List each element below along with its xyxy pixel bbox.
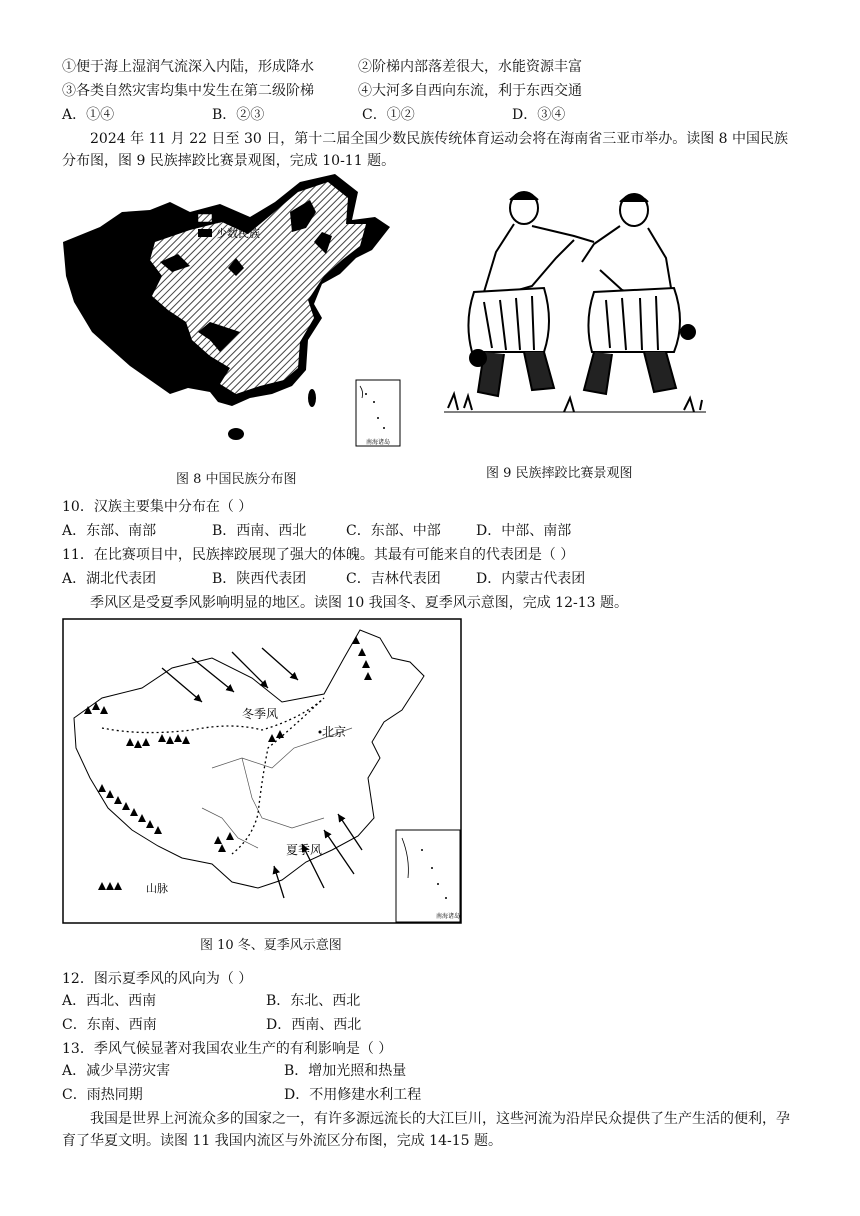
beijing-label: 北京 <box>322 725 347 739</box>
question-11-options <box>62 568 802 590</box>
q10-option-d[interactable]: D．中部、南部 <box>476 523 572 539</box>
q11-option-a[interactable]: A．湖北代表团 <box>62 571 157 587</box>
figure-9-wrestling-illustration <box>444 182 706 418</box>
q10-option-b[interactable]: B．西南、西北 <box>212 523 307 539</box>
q12-option-a[interactable]: A．西北、西南 <box>62 993 157 1009</box>
mountain-legend-label: 山脉 <box>146 882 168 895</box>
hainan-island <box>228 428 244 440</box>
south-china-sea-inset <box>396 830 460 922</box>
mountain-legend-symbol <box>98 882 122 890</box>
statement-3: ③各类自然灾害均集中发生在第二级阶梯 <box>62 83 314 99</box>
figure-8-caption: 图 8 中国民族分布图 <box>176 472 297 487</box>
q12-option-c[interactable]: C．东南、西南 <box>62 1017 157 1033</box>
question-12-options-row-1 <box>62 990 802 1012</box>
question-13-options-row-1 <box>62 1060 802 1082</box>
question-13-stem: 13．季风气候显著对我国农业生产的有利影响是（ ） <box>62 1041 393 1057</box>
figure-10-caption: 图 10 冬、夏季风示意图 <box>200 938 342 953</box>
intro-10-11: 2024 年 11 月 22 日至 30 日，第十二届全国少数民族传统体育运动会将在海南省三亚市举办。读图 8 中国民族分布图，图 9 民族摔跤比赛景观图，完成 10-11 题。 <box>62 131 789 169</box>
statement-row-1 <box>62 56 802 78</box>
options-row-q9 <box>62 104 802 126</box>
option-b[interactable]: B．②③ <box>212 107 265 123</box>
legend-han-label: 汉族 <box>216 212 238 225</box>
intro-12-13: 季风区是受夏季风影响明显的地区。读图 10 我国冬、夏季风示意图，完成 12-13 题。 <box>90 595 628 611</box>
statement-1: ①便于海上湿润气流深入内陆，形成降水 <box>62 59 314 75</box>
q10-option-c[interactable]: C．东部、中部 <box>346 523 441 539</box>
legend-minority-label: 少数民族 <box>216 227 260 240</box>
legend-han-swatch <box>198 214 212 222</box>
question-10-options <box>62 520 802 542</box>
question-10-stem: 10．汉族主要集中分布在（ ） <box>62 499 253 515</box>
q12-option-b[interactable]: B．东北、西北 <box>266 993 361 1009</box>
option-a[interactable]: A．①④ <box>62 107 115 123</box>
intro-14-15: 我国是世界上河流众多的国家之一，有许多源远流长的大江巨川，这些河流为沿岸民众提供了生产生活的便利，孕育了华夏文明。读图 11 我国内流区与外流区分布图，完成 14-15 题。 <box>62 1111 790 1149</box>
winter-monsoon-label: 冬季风 <box>242 707 279 721</box>
statement-row-2 <box>62 80 802 102</box>
south-china-sea-inset <box>356 380 400 446</box>
question-13-options-row-2 <box>62 1084 802 1106</box>
taiwan-island <box>308 389 316 407</box>
question-12-stem: 12．图示夏季风的风向为（ ） <box>62 971 253 987</box>
q11-option-c[interactable]: C．吉林代表团 <box>346 571 441 587</box>
summer-monsoon-label: 夏季风 <box>286 843 323 857</box>
q11-option-d[interactable]: D．内蒙古代表团 <box>476 571 586 587</box>
figure-9-caption: 图 9 民族摔跤比赛景观图 <box>486 466 633 481</box>
q13-option-d[interactable]: D．不用修建水利工程 <box>284 1087 422 1103</box>
q11-option-b[interactable]: B．陕西代表团 <box>212 571 307 587</box>
statement-2: ②阶梯内部落差很大，水能资源丰富 <box>358 59 582 75</box>
inset-label: 南海诸岛 <box>365 439 391 446</box>
q13-option-b[interactable]: B．增加光照和热量 <box>284 1063 407 1079</box>
legend-minority-swatch <box>198 229 212 237</box>
option-d[interactable]: D．③④ <box>512 107 566 123</box>
option-c[interactable]: C．①② <box>362 107 415 123</box>
q10-option-a[interactable]: A．东部、南部 <box>62 523 157 539</box>
inset-label: 南海诸岛 <box>435 913 461 920</box>
q12-option-d[interactable]: D．西南、西北 <box>266 1017 362 1033</box>
question-11-stem: 11．在比赛项目中，民族摔跤展现了强大的体魄。其最有可能来自的代表团是（ ） <box>62 547 575 563</box>
statement-4: ④大河多自西向东流，利于东西交通 <box>358 83 582 99</box>
q13-option-c[interactable]: C．雨热同期 <box>62 1087 143 1103</box>
figure-10-monsoon-map <box>62 618 462 924</box>
question-12-options-row-2 <box>62 1014 802 1036</box>
q13-option-a[interactable]: A．减少旱涝灾害 <box>62 1063 171 1079</box>
figure-8-ethnic-map <box>60 172 406 454</box>
